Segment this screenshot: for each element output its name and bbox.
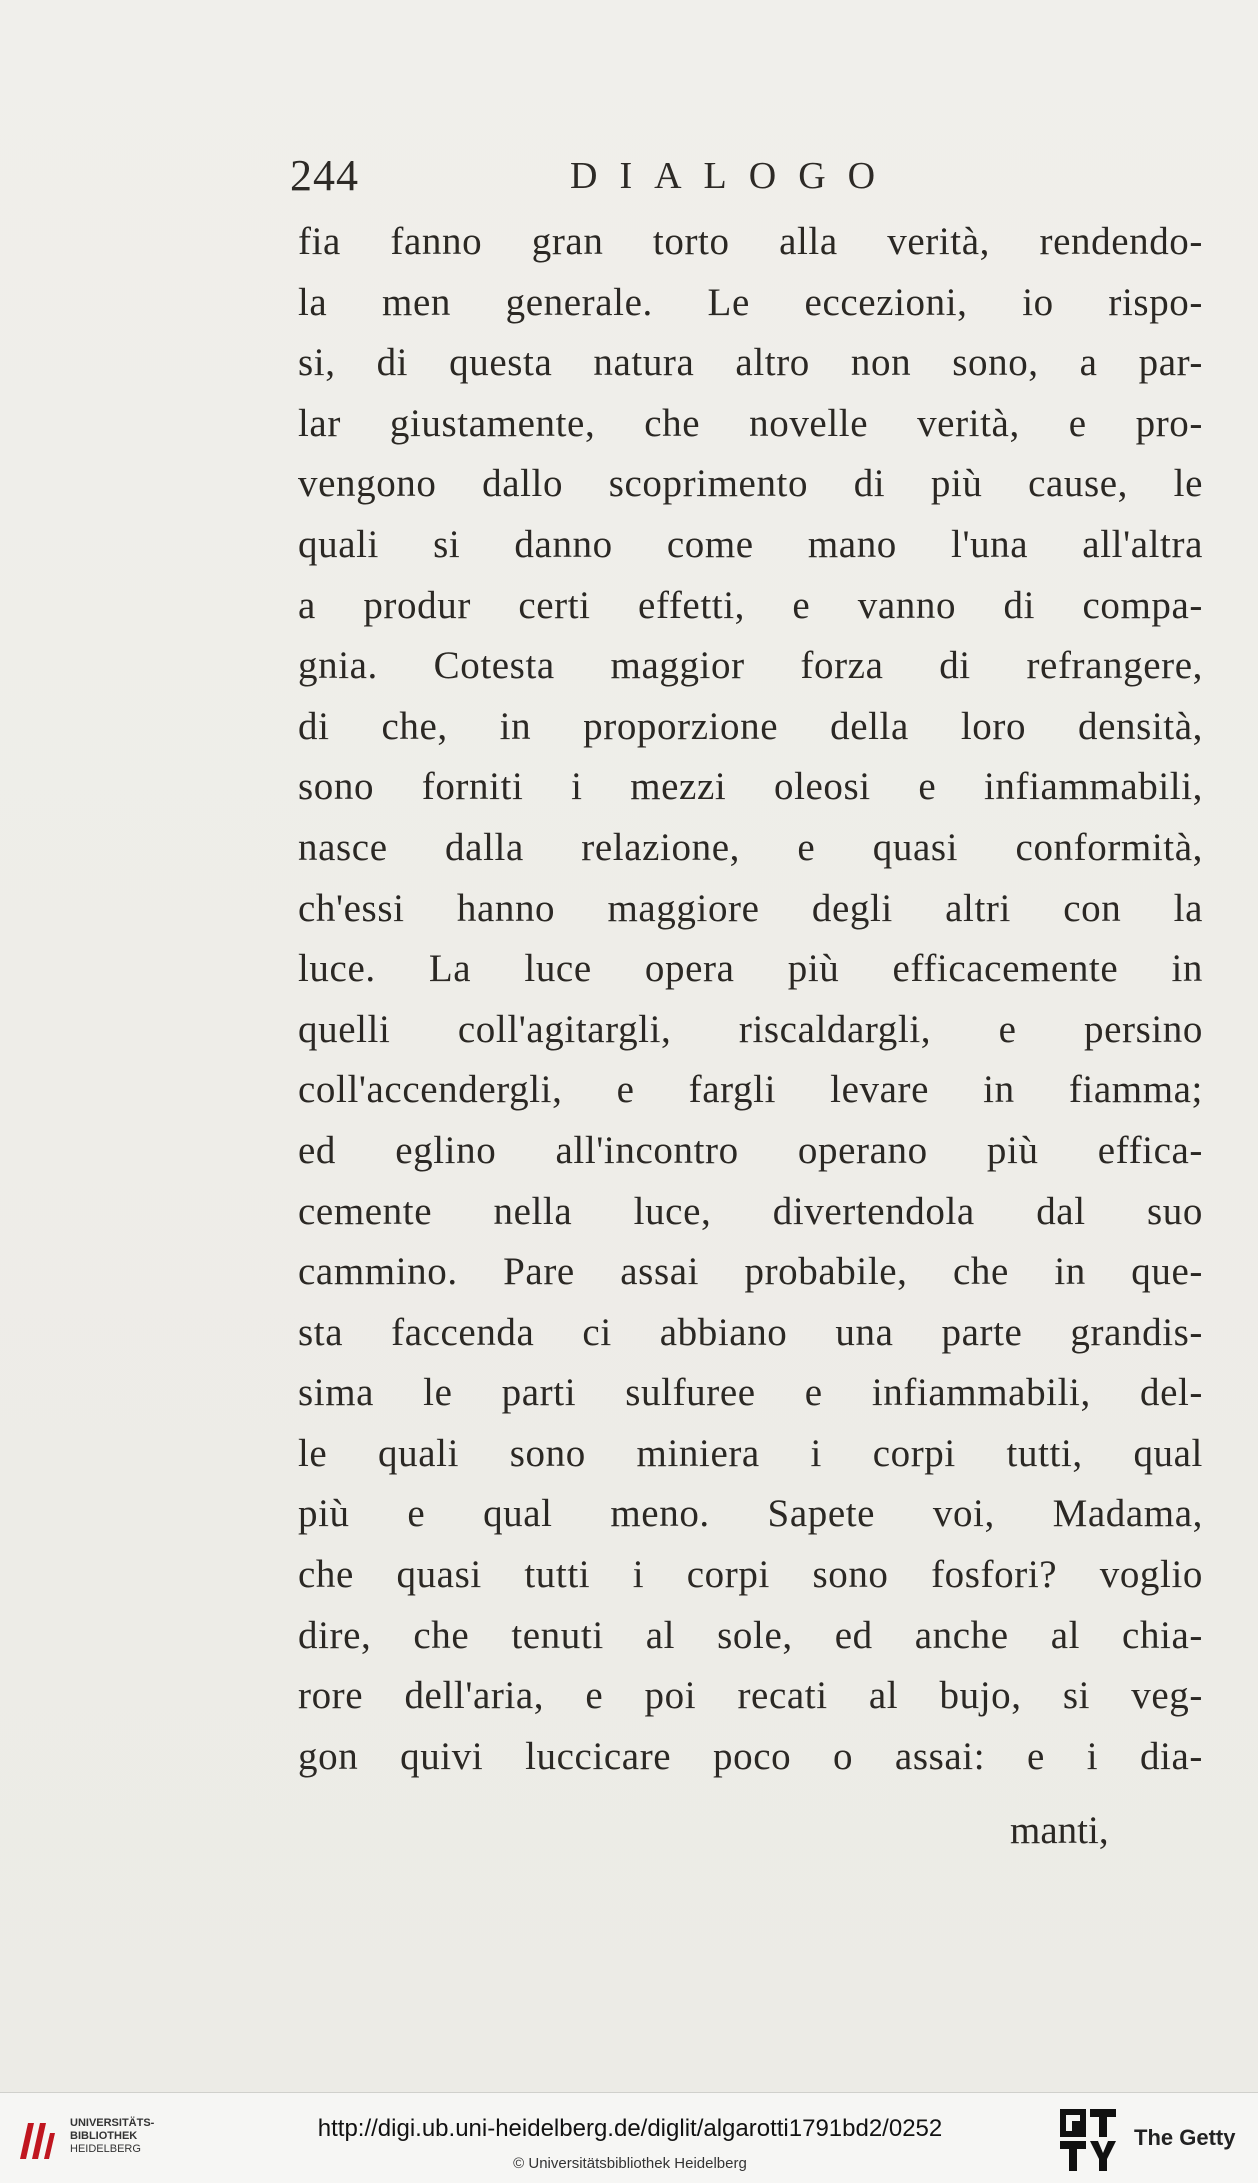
text-line: lar giustamente, che novelle verità, e pro-: [298, 401, 1203, 445]
copyright-notice: © Universitätsbibliothek Heidelberg: [513, 2155, 747, 2172]
getty-logo-icon[interactable]: [1058, 2107, 1118, 2173]
text-line: sono forniti i mezzi oleosi e infiammabili,: [298, 765, 1203, 809]
running-head: DIALOGO: [570, 155, 898, 197]
text-line: gnia. Cotesta maggior forza di refrangere,: [298, 644, 1203, 688]
text-line: quali si danno come mano l'una all'altra: [298, 522, 1203, 566]
body-text: [298, 212, 1203, 1787]
text-line: quelli coll'agitargli, riscaldargli, e persino: [298, 1007, 1203, 1051]
text-line: rore dell'aria, e poi recati al bujo, si veg-: [298, 1674, 1203, 1718]
text-line: le quali sono miniera i corpi tutti, qual: [298, 1431, 1203, 1475]
text-line: che quasi tutti i corpi sono fosfori? voglio: [298, 1553, 1203, 1597]
text-line: sta faccenda ci abbiano una parte grandis-: [298, 1310, 1203, 1354]
getty-label: The Getty: [1134, 2125, 1236, 2150]
text-line: cammino. Pare assai probabile, che in que-: [298, 1250, 1203, 1294]
text-line: di che, in proporzione della loro densità,: [298, 704, 1203, 748]
text-line: dire, che tenuti al sole, ed anche al chia-: [298, 1613, 1203, 1657]
university-library-name: [70, 2117, 154, 2156]
text-line: gon quivi luccicare poco o assai: e i dia-: [298, 1734, 1203, 1778]
university-library-logo[interactable]: [14, 2111, 174, 2171]
text-line: più e qual meno. Sapete voi, Madama,: [298, 1492, 1203, 1536]
heidelberg-logo-icon: [14, 2115, 58, 2165]
permalink-url[interactable]: http://digi.ub.uni-heidelberg.de/diglit/algarotti1791bd2/0252: [317, 2115, 943, 2142]
text-line: ch'essi hanno maggiore degli altri con la: [298, 886, 1203, 930]
viewer-footer: [0, 2092, 1258, 2183]
library-name-line: UNIVERSITÄTS-: [70, 2117, 155, 2129]
text-line: sima le parti sulfuree e infiammabili, del-: [298, 1371, 1203, 1415]
page-header: [290, 150, 1210, 210]
library-name-line: HEIDELBERG: [70, 2143, 141, 2155]
text-line: luce. La luce opera più efficacemente in: [298, 947, 1203, 991]
page-number: 244: [290, 151, 359, 200]
text-line: nasce dalla relazione, e quasi conformità,: [298, 825, 1203, 869]
text-line: la men generale. Le eccezioni, io rispo-: [298, 280, 1203, 324]
text-line: fia fanno gran torto alla verità, rendendo-: [298, 220, 1203, 263]
text-line: ed eglino all'incontro operano più effica-: [298, 1128, 1203, 1172]
text-line: vengono dallo scoprimento di più cause, le: [298, 462, 1203, 506]
text-line: si, di questa natura altro non sono, a par-: [298, 341, 1203, 385]
text-line: cemente nella luce, divertendola dal suo: [298, 1189, 1203, 1233]
text-line: coll'accendergli, e fargli levare in fiamma;: [298, 1068, 1203, 1112]
library-name-line: BIBLIOTHEK: [70, 2130, 138, 2142]
catchword: manti,: [1010, 1809, 1109, 1852]
text-line: a produr certi effetti, e vanno di compa-: [298, 583, 1203, 627]
